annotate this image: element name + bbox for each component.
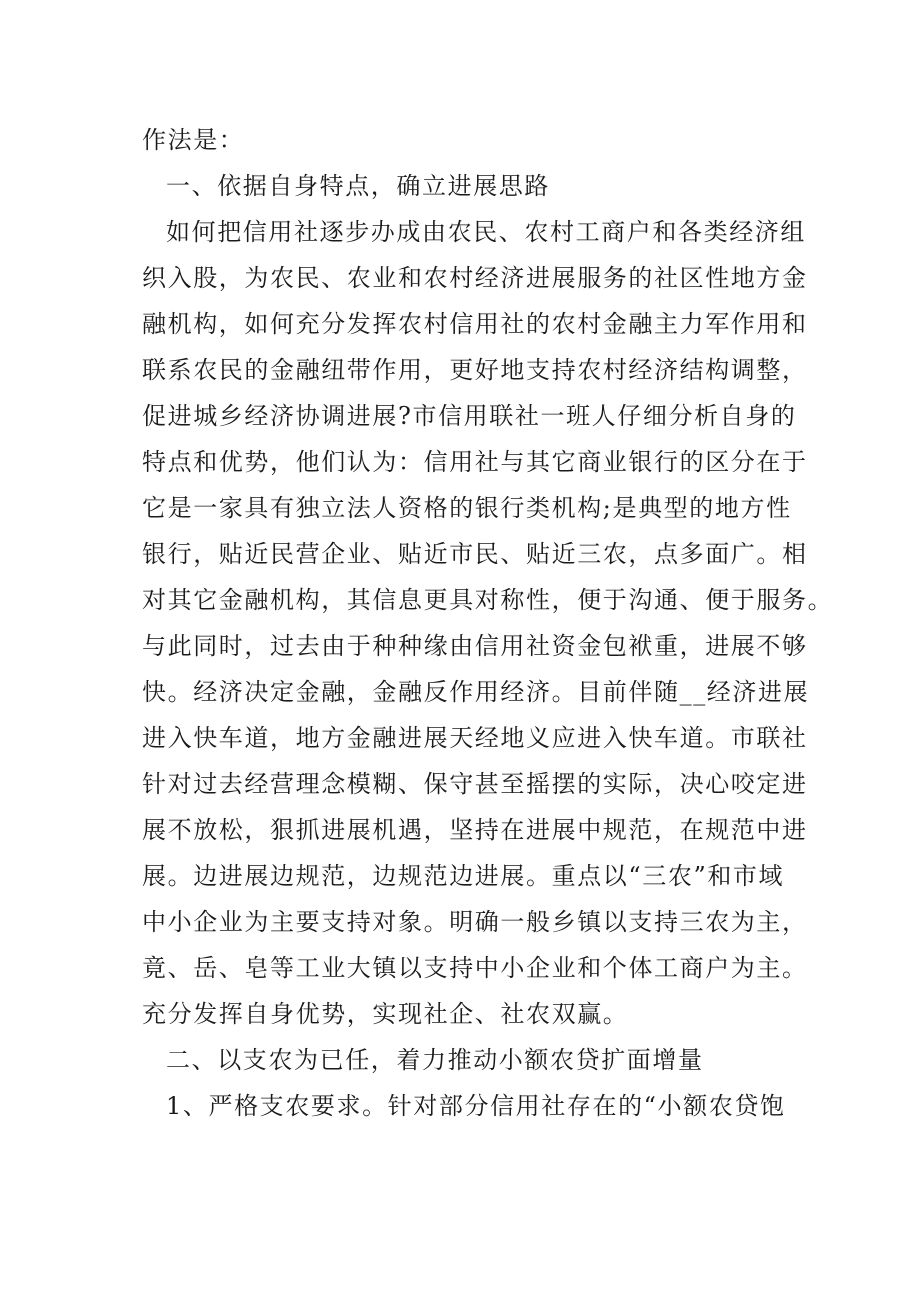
text-line: 特点和优势，他们认为：信用社与其它商业银行的区分在于 [142,448,808,476]
text-line: 中小企业为主要支持对象。明确一般乡镇以支持三农为主， [142,908,808,936]
text-line: 快。经济决定金融，金融反作用经济。目前伴随__经济进展 [142,678,810,706]
text-line: 充分发挥自身优势，实现社企、社农双赢。 [142,1000,629,1028]
text-line: 作法是： [142,126,245,154]
text-line: 促进城乡经济协调进展?市信用联社一班人仔细分析自身的 [142,402,797,430]
text-line: 进入快车道，地方金融进展天经地义应进入快车道。市联社 [142,724,808,752]
text-line: 融机构，如何充分发挥农村信用社的农村金融主力军作用和 [142,310,808,338]
document-body [142,117,834,1129]
text-line: 1、严格支农要求。针对部分信用社存在的“小额农贷饱 [166,1092,786,1120]
section-heading: 一、依据自身特点，确立进展思路 [166,172,550,200]
text-line: 竟、岳、皂等工业大镇以支持中小企业和个体工商户为主。 [142,954,808,982]
text-line: 如何把信用社逐步办成由农民、农村工商户和各类经济组 [166,218,806,246]
text-line: 展。边进展边规范，边规范边进展。重点以“三农”和市域 [142,862,785,890]
section-heading: 二、以支农为已任，着力推动小额农贷扩面增量 [166,1046,704,1074]
text-line: 对其它金融机构，其信息更具对称性，便于沟通、便于服务。 [142,586,834,614]
text-line: 它是一家具有独立法人资格的银行类机构;是典型的地方性 [142,494,792,522]
text-line: 针对过去经营理念模糊、保守甚至摇摆的实际，决心咬定进 [142,770,808,798]
text-line: 织入股，为农民、农业和农村经济进展服务的社区性地方金 [142,264,808,292]
text-line: 银行，贴近民营企业、贴近市民、贴近三农，点多面广。相 [142,540,808,568]
text-line: 与此同时，过去由于种种缘由信用社资金包袱重，进展不够 [142,632,808,660]
text-line: 展不放松，狠抓进展机遇，坚持在进展中规范，在规范中进 [142,816,808,844]
text-line: 联系农民的金融纽带作用，更好地支持农村经济结构调整， [142,356,808,384]
